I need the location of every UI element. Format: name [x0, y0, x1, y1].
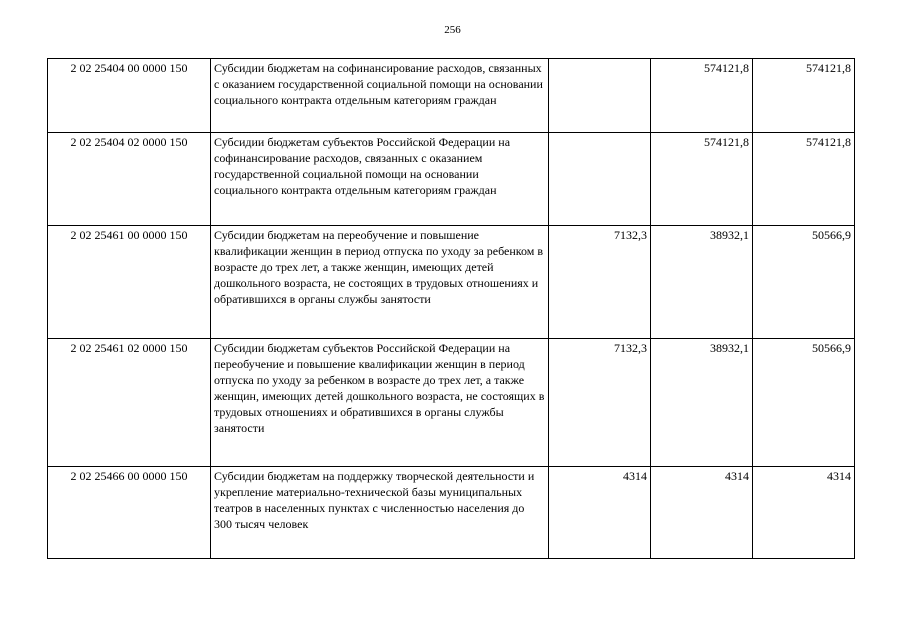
budget-table [47, 58, 855, 559]
code-cell: 2 02 25404 02 0000 150 [48, 133, 211, 226]
code-cell: 2 02 25404 00 0000 150 [48, 59, 211, 133]
description-cell: Субсидии бюджетам субъектов Российской Федерации на переобучение и повышение квалификации женщин в период отпуска по уходу за ребенком в возрасте до трех лет, а также женщин, имеющих детей дошкольного возраста, не состоящих в трудовых отношениях и обратившихся в органы службы занятости [211, 339, 549, 467]
amount-cell-2: 38932,1 [651, 339, 753, 467]
amount-cell-3: 574121,8 [753, 59, 855, 133]
code-cell: 2 02 25461 00 0000 150 [48, 226, 211, 339]
table-row [48, 467, 855, 559]
amount-cell-2: 574121,8 [651, 133, 753, 226]
table-row [48, 133, 855, 226]
amount-cell-3: 50566,9 [753, 339, 855, 467]
amount-cell-3: 4314 [753, 467, 855, 559]
amount-cell-2: 38932,1 [651, 226, 753, 339]
amount-cell-1 [549, 59, 651, 133]
description-cell: Субсидии бюджетам на поддержку творческой деятельности и укрепление материально-технической базы муниципальных театров в населенных пунктах с численностью населения до 300 тысяч человек [211, 467, 549, 559]
amount-cell-2: 4314 [651, 467, 753, 559]
table-row [48, 226, 855, 339]
amount-cell-1: 7132,3 [549, 339, 651, 467]
code-cell: 2 02 25466 00 0000 150 [48, 467, 211, 559]
page-number: 256 [444, 24, 461, 36]
description-cell: Субсидии бюджетам на переобучение и повышение квалификации женщин в период отпуска по уходу за ребенком в возрасте до трех лет, а также женщин, имеющих детей дошкольного возраста, не состоящих в трудовых отношениях и обратившихся в органы службы занятости [211, 226, 549, 339]
table-row [48, 339, 855, 467]
amount-cell-2: 574121,8 [651, 59, 753, 133]
amount-cell-1: 7132,3 [549, 226, 651, 339]
amount-cell-3: 50566,9 [753, 226, 855, 339]
description-cell: Субсидии бюджетам на софинансирование расходов, связанных с оказанием государственной социальной помощи на основании социального контракта отдельным категориям граждан [211, 59, 549, 133]
amount-cell-1 [549, 133, 651, 226]
code-cell: 2 02 25461 02 0000 150 [48, 339, 211, 467]
description-cell: Субсидии бюджетам субъектов Российской Федерации на софинансирование расходов, связанных с оказанием государственной социальной помощи на основании социального контракта отдельным категориям граждан [211, 133, 549, 226]
amount-cell-3: 574121,8 [753, 133, 855, 226]
amount-cell-1: 4314 [549, 467, 651, 559]
table-row [48, 59, 855, 133]
